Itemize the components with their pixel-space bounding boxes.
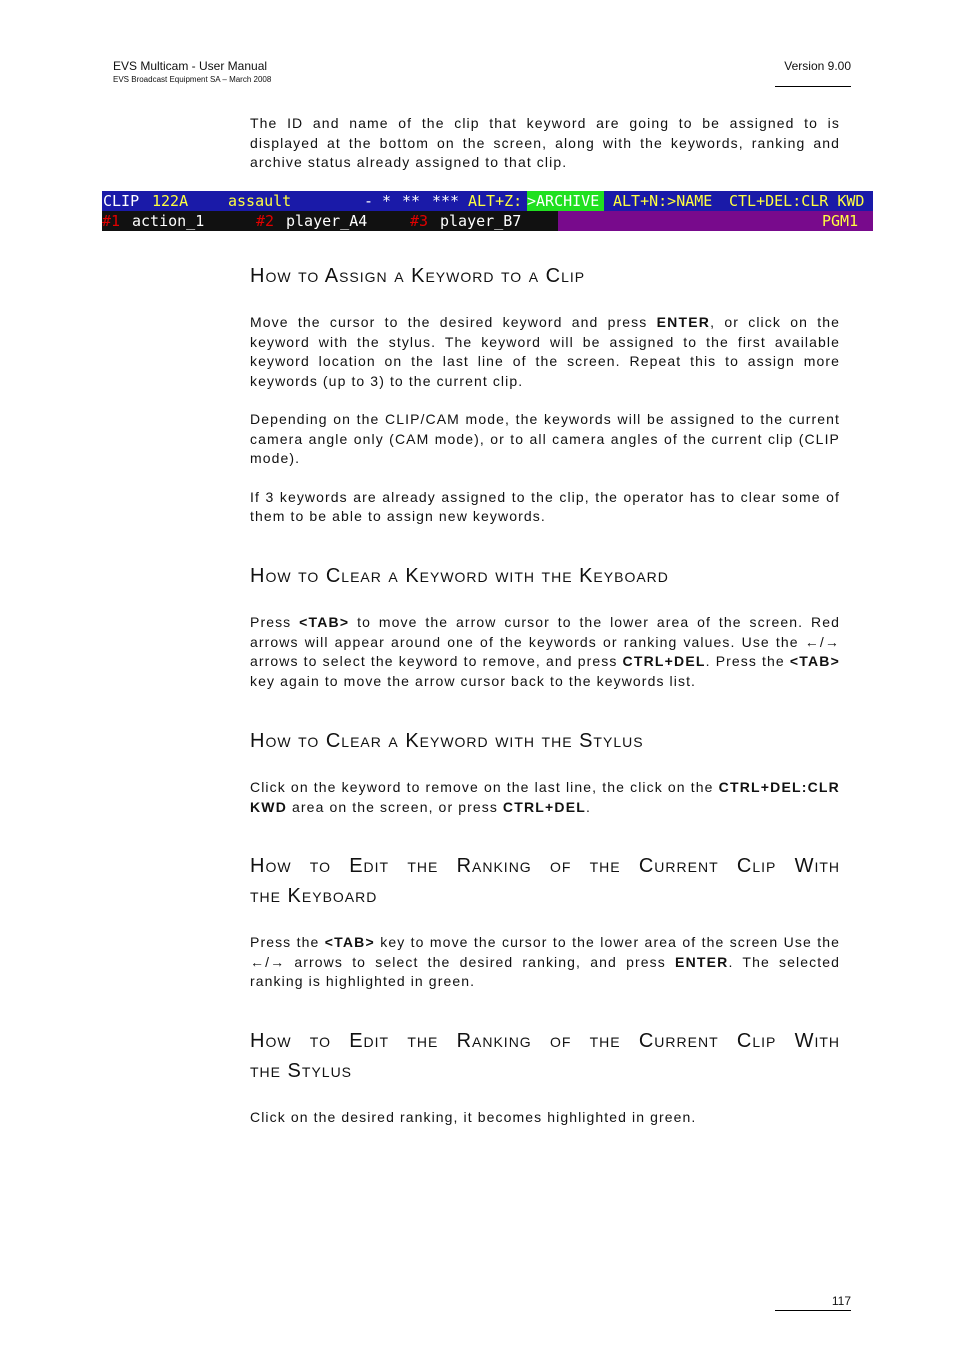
section-title: How to Edit the Ranking of the Current Clip With bbox=[250, 1030, 840, 1052]
keyword-3[interactable]: player_B7 bbox=[438, 211, 558, 231]
ranking-stylus-paragraph: Click on the desired ranking, it becomes highlighted in green. bbox=[250, 1109, 697, 1125]
keyword-1[interactable]: action_1 bbox=[130, 211, 250, 231]
section-title-line-2: the Stylus bbox=[250, 1060, 353, 1082]
keyword-status-bar bbox=[102, 191, 873, 231]
section-title-line-2: the Keyboard bbox=[250, 885, 378, 907]
section-title: How to Assign a Keyword to a Clip bbox=[250, 265, 586, 287]
archive-button[interactable]: >ARCHIVE bbox=[527, 191, 604, 211]
assign-paragraph-2: Depending on the CLIP/CAM mode, the keywords will be assigned to the current camera angle only (CAM mode), or to all camera angles of the current clip (CLIP mode). bbox=[250, 411, 840, 466]
ranking-3[interactable]: *** bbox=[432, 192, 460, 210]
assign-paragraph-1: Move the cursor to the desired keyword and press ENTER, or click on the keyword with the stylus. The keyword will be assigned to the first available keyword location on the last line of the screen. Repeat this to assign more keywords (up to 3) to the current clip. bbox=[250, 314, 840, 389]
version-label: Version 9.00 bbox=[784, 59, 851, 73]
page-number: 117 bbox=[831, 1294, 851, 1308]
clear-keyword-button[interactable]: CTL+DEL:CLR KWD bbox=[729, 192, 865, 210]
pgm-label: PGM1 bbox=[822, 212, 859, 230]
ranking-1[interactable]: - * bbox=[364, 192, 392, 210]
keyword-2-number: #2 bbox=[248, 211, 284, 231]
ranking-2[interactable]: ** bbox=[402, 192, 421, 210]
page-header bbox=[113, 59, 271, 85]
manual-subtitle: EVS Broadcast Equipment SA – March 2008 bbox=[113, 75, 272, 84]
footer-rule bbox=[775, 1310, 851, 1311]
clear-keyboard-paragraph: Press <TAB> to move the arrow cursor to the lower area of the screen. Red arrows will appear around one of the keywords or ranking values. Use the ←/→ arrows to select the keyword to remove, and press CTRL+DEL. Press the <TAB> key again to move the arrow cursor back to the keywords list. bbox=[250, 614, 840, 689]
clip-id: 122A bbox=[152, 192, 189, 210]
section-title: How to Edit the Ranking of the Current Clip With bbox=[250, 855, 840, 877]
ranking-keyboard-paragraph: Press the <TAB> key to move the cursor to the lower area of the screen Use the ←/→ arrows to select the desired ranking, and press ENTER. The selected ranking is highlighted in green. bbox=[250, 934, 840, 989]
section-ranking-stylus bbox=[250, 1026, 840, 1128]
keyword-row bbox=[102, 211, 873, 231]
name-shortcut[interactable]: ALT+N:>NAME bbox=[613, 192, 713, 210]
section-title: How to Clear a Keyword with the Stylus bbox=[250, 730, 644, 752]
intro-block bbox=[250, 114, 840, 173]
section-clear-stylus bbox=[250, 726, 840, 817]
clear-stylus-paragraph: Click on the keyword to remove on the last line, the click on the CTRL+DEL:CLR KWD area on the screen, or press CTRL+DEL. bbox=[250, 779, 840, 815]
assign-paragraph-3: If 3 keywords are already assigned to the clip, the operator has to clear some of them to be able to assign new keywords. bbox=[250, 488, 840, 524]
intro-paragraph: The ID and name of the clip that keyword are going to be assigned to is displayed at the bottom on the screen, along with the keywords, ranking and archive status already assigned to that clip. bbox=[250, 115, 840, 170]
section-ranking-keyboard bbox=[250, 851, 840, 992]
header-rule bbox=[775, 86, 851, 87]
keyword-3-number: #3 bbox=[402, 211, 438, 231]
keyword-1-number: #1 bbox=[102, 211, 130, 231]
manual-title: EVS Multicam - User Manual bbox=[113, 59, 268, 73]
clip-status-row bbox=[102, 191, 873, 211]
section-assign-keyword bbox=[250, 261, 840, 527]
section-clear-keyboard bbox=[250, 561, 840, 691]
section-title: How to Clear a Keyword with the Keyboard bbox=[250, 565, 669, 587]
clip-label: CLIP bbox=[103, 192, 140, 210]
alt-z-shortcut: ALT+Z: bbox=[468, 192, 523, 210]
clip-name: assault bbox=[228, 192, 292, 210]
keyword-2[interactable]: player_A4 bbox=[284, 211, 404, 231]
